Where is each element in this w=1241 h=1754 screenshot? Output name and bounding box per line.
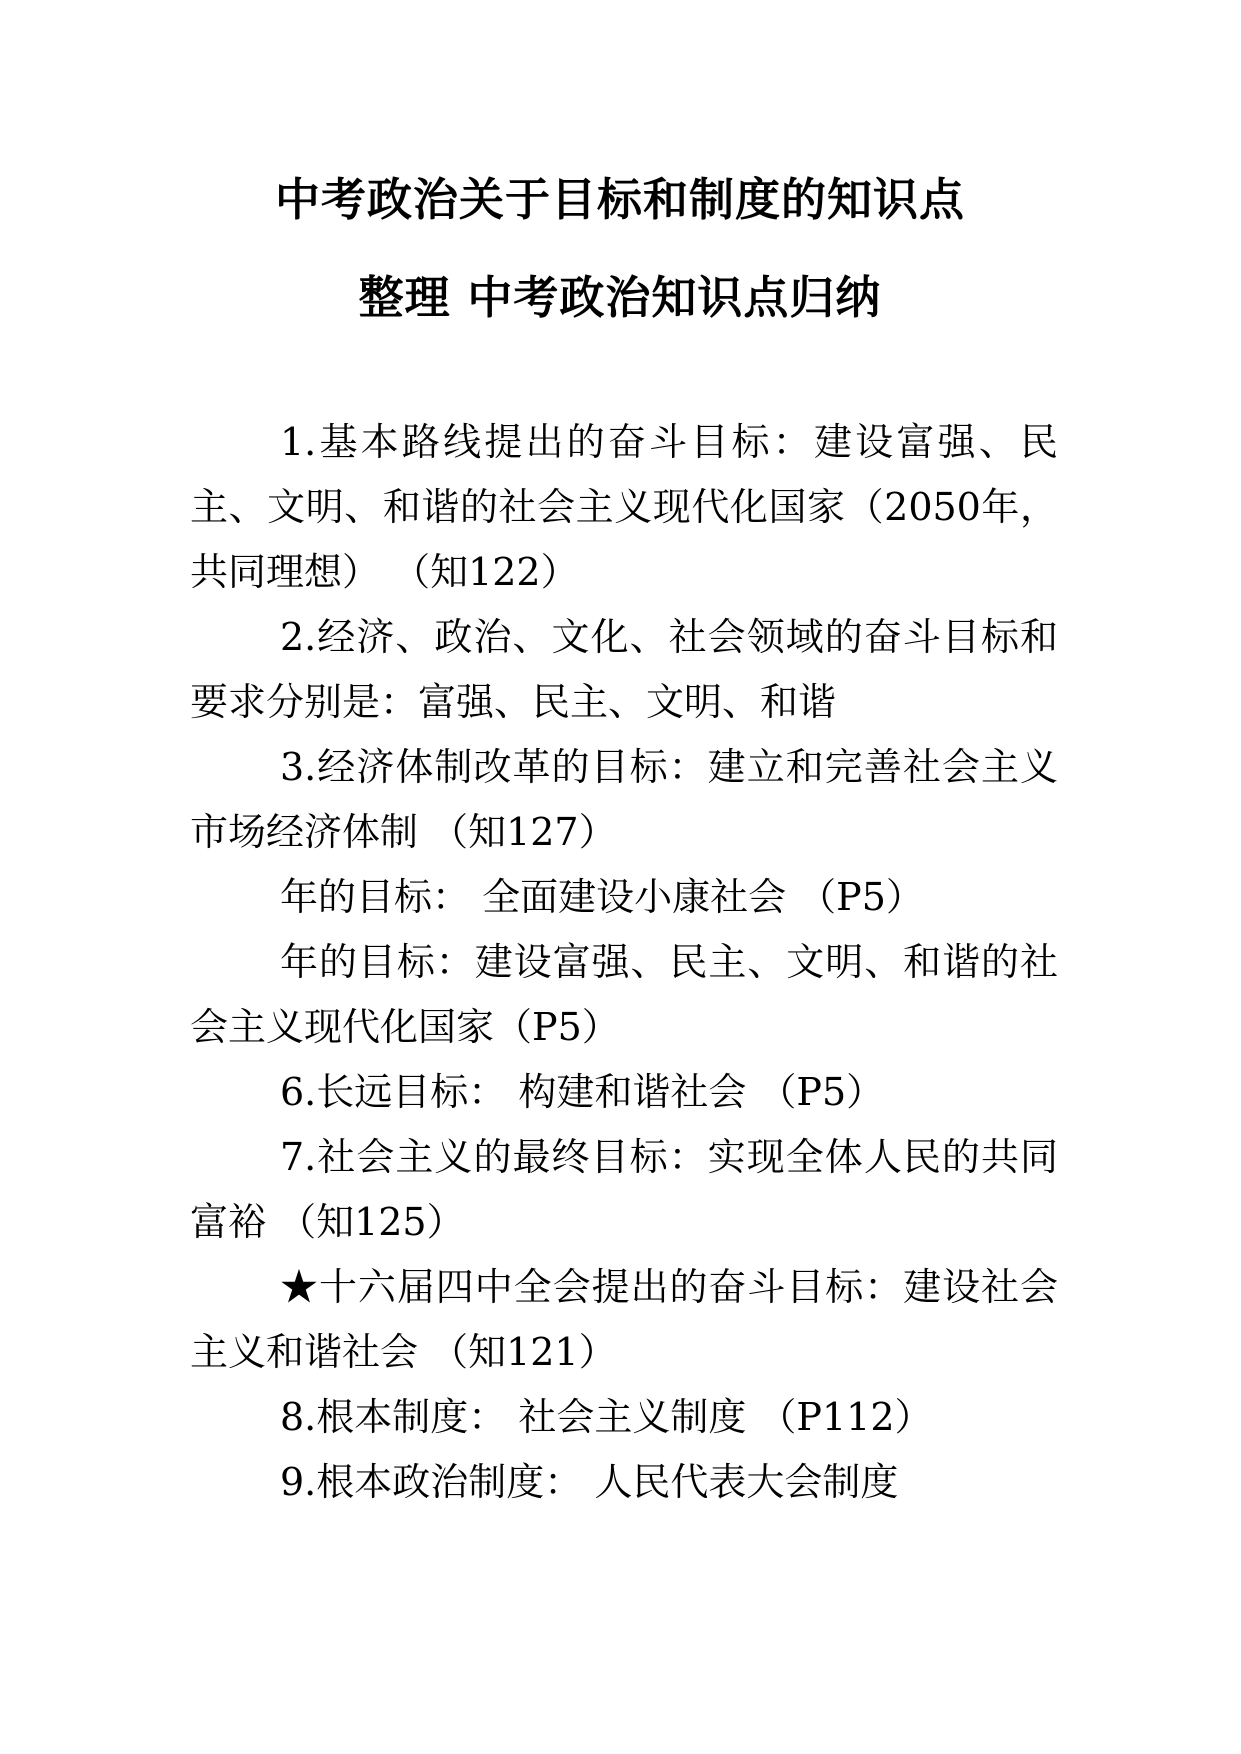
paragraph-7: 7.社会主义的最终目标：实现全体人民的共同富裕 （知125） — [190, 1135, 1058, 1244]
paragraph-3: 3.经济体制改革的目标：建立和完善社会主义市场经济体制 （知127） — [190, 745, 1058, 854]
paragraph-9: 8.根本制度： 社会主义制度 （P112） — [280, 1395, 933, 1439]
document-title-line-2: 整理 中考政治知识点归纳 — [358, 271, 882, 324]
paragraph-10: 9.根本政治制度： 人民代表大会制度 — [280, 1460, 899, 1504]
paragraph-4: 年的目标： 全面建设小康社会 （P5） — [280, 875, 924, 919]
paragraph-6: 6.长远目标： 构建和谐社会 （P5） — [280, 1070, 885, 1114]
document-title-line-1: 中考政治关于目标和制度的知识点 — [274, 173, 965, 226]
paragraph-8: ★十六届四中全会提出的奋斗目标：建设社会主义和谐社会 （知121） — [190, 1265, 1058, 1374]
paragraph-5: 年的目标：建设富强、民主、文明、和谐的社会主义现代化国家（P5） — [190, 940, 1058, 1049]
paragraph-2: 2.经济、政治、文化、社会领域的奋斗目标和要求分别是：富强、民主、文明、和谐 — [190, 615, 1058, 724]
document-body — [190, 410, 1058, 1515]
paragraph-1: 1.基本路线提出的奋斗目标：建设富强、民主、文明、和谐的社会主义现代化国家（2050年，共同理想） （知122） — [190, 420, 1058, 594]
